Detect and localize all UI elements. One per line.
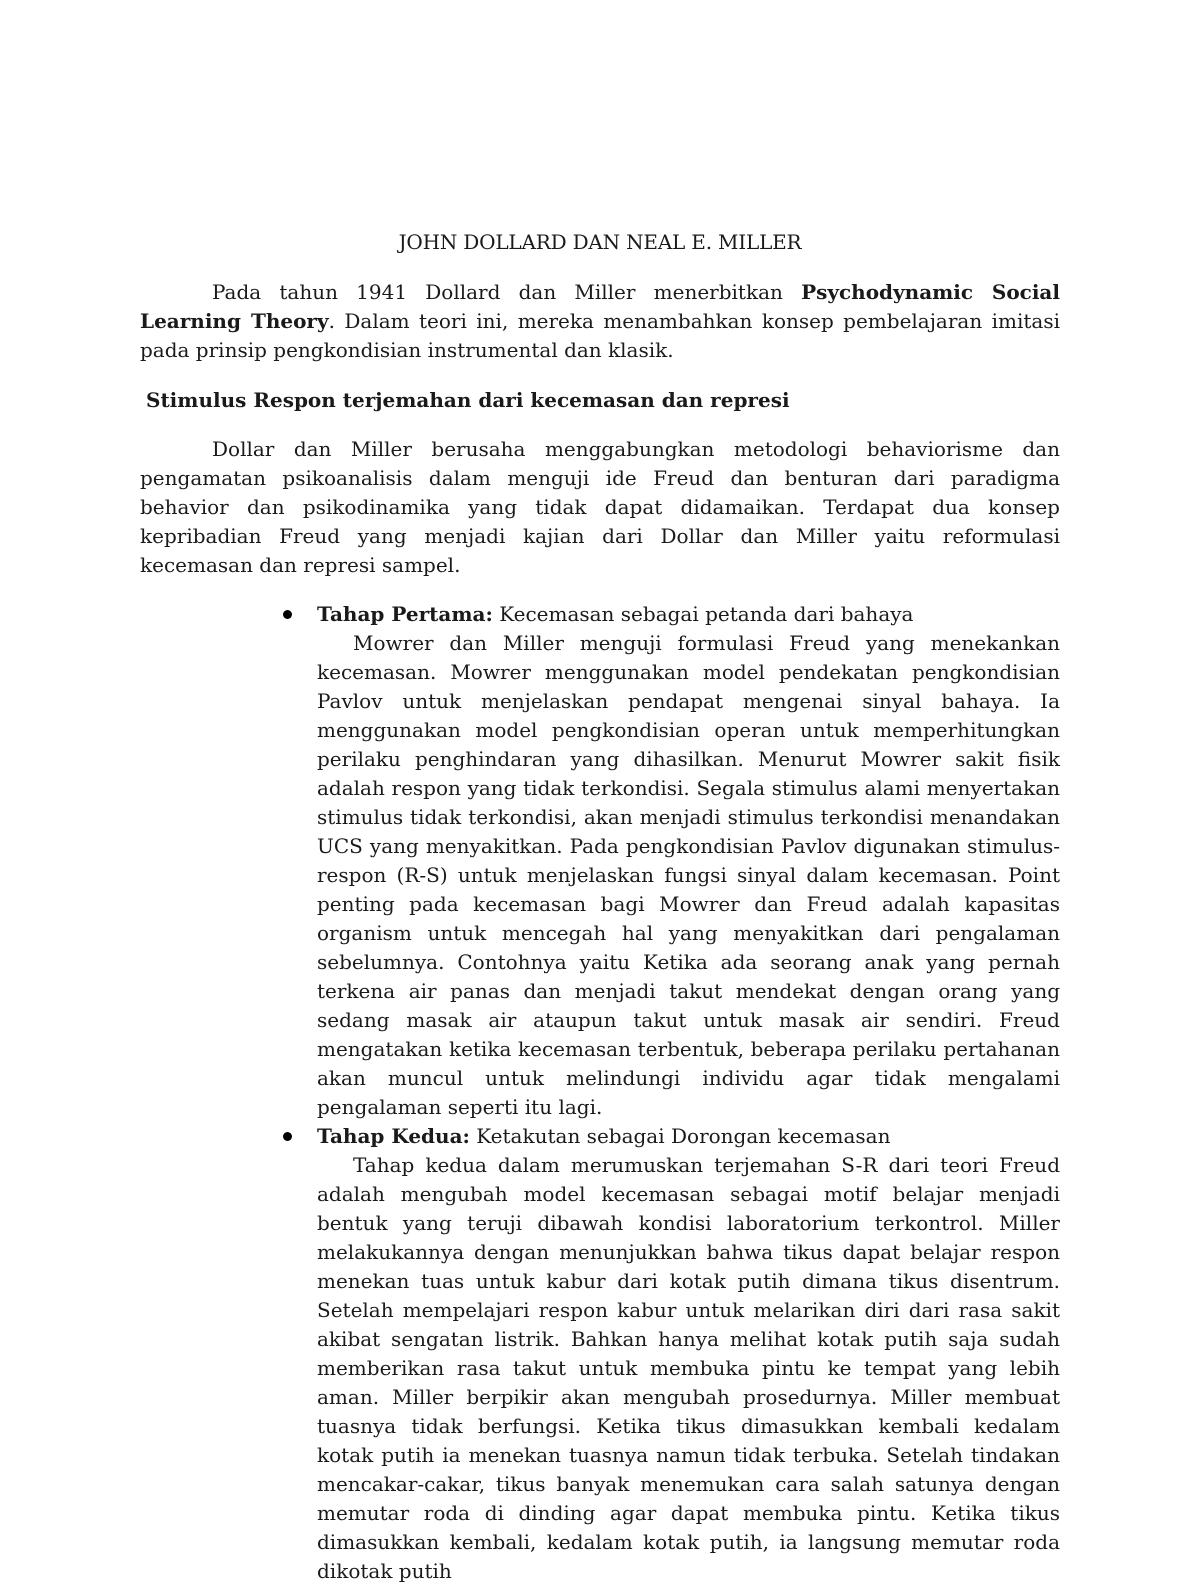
stage-heading-text: Ketakutan sebagai Dorongan kecemasan [469, 1124, 891, 1148]
body-paragraph: Dollar dan Miller berusaha menggabungkan metodologi behaviorisme dan pengamatan psikoanalisis dalam menguji ide Freud dan benturan dari paradigma behavior dan psikodinamika yang tidak dapat didamaikan. Terdapat dua konsep kepribadian Freud yang menjadi kajian dari Dollar dan Miller yaitu reformulasi kecemasan dan represi sampel. [140, 437, 1060, 577]
bullet-icon [283, 610, 292, 619]
stage-item-second [317, 1122, 1060, 1586]
stage-body: Tahap kedua dalam merumuskan terjemahan S-R dari teori Freud adalah mengubah model kecemasan sebagai motif belajar menjadi bentuk yang teruji dibawah kondisi laboratorium terkontrol. Miller melakukannya dengan menunjukkan bahwa tikus dapat belajar respon menekan tuas untuk kabur dari kotak putih dimana tikus disentrum. Setelah mempelajari respon kabur untuk melarikan diri dari rasa sakit akibat sengatan listrik. Bahkan hanya melihat kotak putih saja sudah memberikan rasa takut untuk membuka pintu ke tempat yang lebih aman. Miller berpikir akan mengubah prosedurnya. Miller membuat tuasnya tidak berfungsi. Ketika tikus dimasukkan kembali kedalam kotak putih ia menekan tuasnya namun tidak terbuka. Setelah tindakan mencakar-cakar, tikus banyak menemukan cara salah satunya dengan memutar roda di dinding agar dapat membuka pintu. Ketika tikus dimasukkan kembali, kedalam kotak putih, ia langsung memutar roda dikotak putih [317, 1153, 1060, 1583]
stage-heading [317, 600, 1060, 629]
stage-item-first [317, 600, 1060, 1122]
stage-label: Tahap Kedua: [317, 1124, 470, 1148]
stage-heading-text: Kecemasan sebagai petanda dari bahaya [492, 602, 914, 626]
bullet-icon [283, 1132, 292, 1141]
document-page [140, 228, 1060, 1586]
intro-text-after: . Dalam teori ini, mereka menambahkan konsep pembelajaran imitasi pada prinsip pengkondisian instrumental dan klasik. [140, 309, 1060, 362]
stage-list [140, 600, 1060, 1586]
intro-bold-term: Psychodynamic Social Learning Theory [140, 280, 1060, 333]
stage-body: Mowrer dan Miller menguji formulasi Freud yang menekankan kecemasan. Mowrer menggunakan model pendekatan pengkondisian Pavlov untuk menjelaskan pendapat mengenai sinyal bahaya. Ia menggunakan model pengkondisian operan untuk memperhitungkan perilaku penghindaran yang dihasilkan. Menurut Mowrer sakit fisik adalah respon yang tidak terkondisi. Segala stimulus alami menyertakan stimulus tidak terkondisi, akan menjadi stimulus terkondisi menandakan UCS yang menyakitkan. Pada pengkondisian Pavlov digunakan stimulus-respon (R-S) untuk menjelaskan fungsi sinyal dalam kecemasan. Point penting pada kecemasan bagi Mowrer dan Freud adalah kapasitas organism untuk mencegah hal yang menyakitkan dari pengalaman sebelumnya. Contohnya yaitu Ketika ada seorang anak yang pernah terkena air panas dan menjadi takut mendekat dengan orang yang sedang masak air ataupun takut untuk masak air sendiri. Freud mengatakan ketika kecemasan terbentuk, beberapa perilaku pertahanan akan muncul untuk melindungi individu agar tidak mengalami pengalaman seperti itu lagi. [317, 631, 1060, 1119]
section-subheading: Stimulus Respon terjemahan dari kecemasan dan represi [146, 388, 790, 412]
intro-text-before: Pada tahun 1941 Dollard dan Miller menerbitkan [212, 280, 802, 304]
stage-heading [317, 1122, 1060, 1151]
document-title: JOHN DOLLARD DAN NEAL E. MILLER [398, 230, 802, 254]
intro-paragraph [140, 278, 1060, 365]
stage-label: Tahap Pertama: [317, 602, 493, 626]
